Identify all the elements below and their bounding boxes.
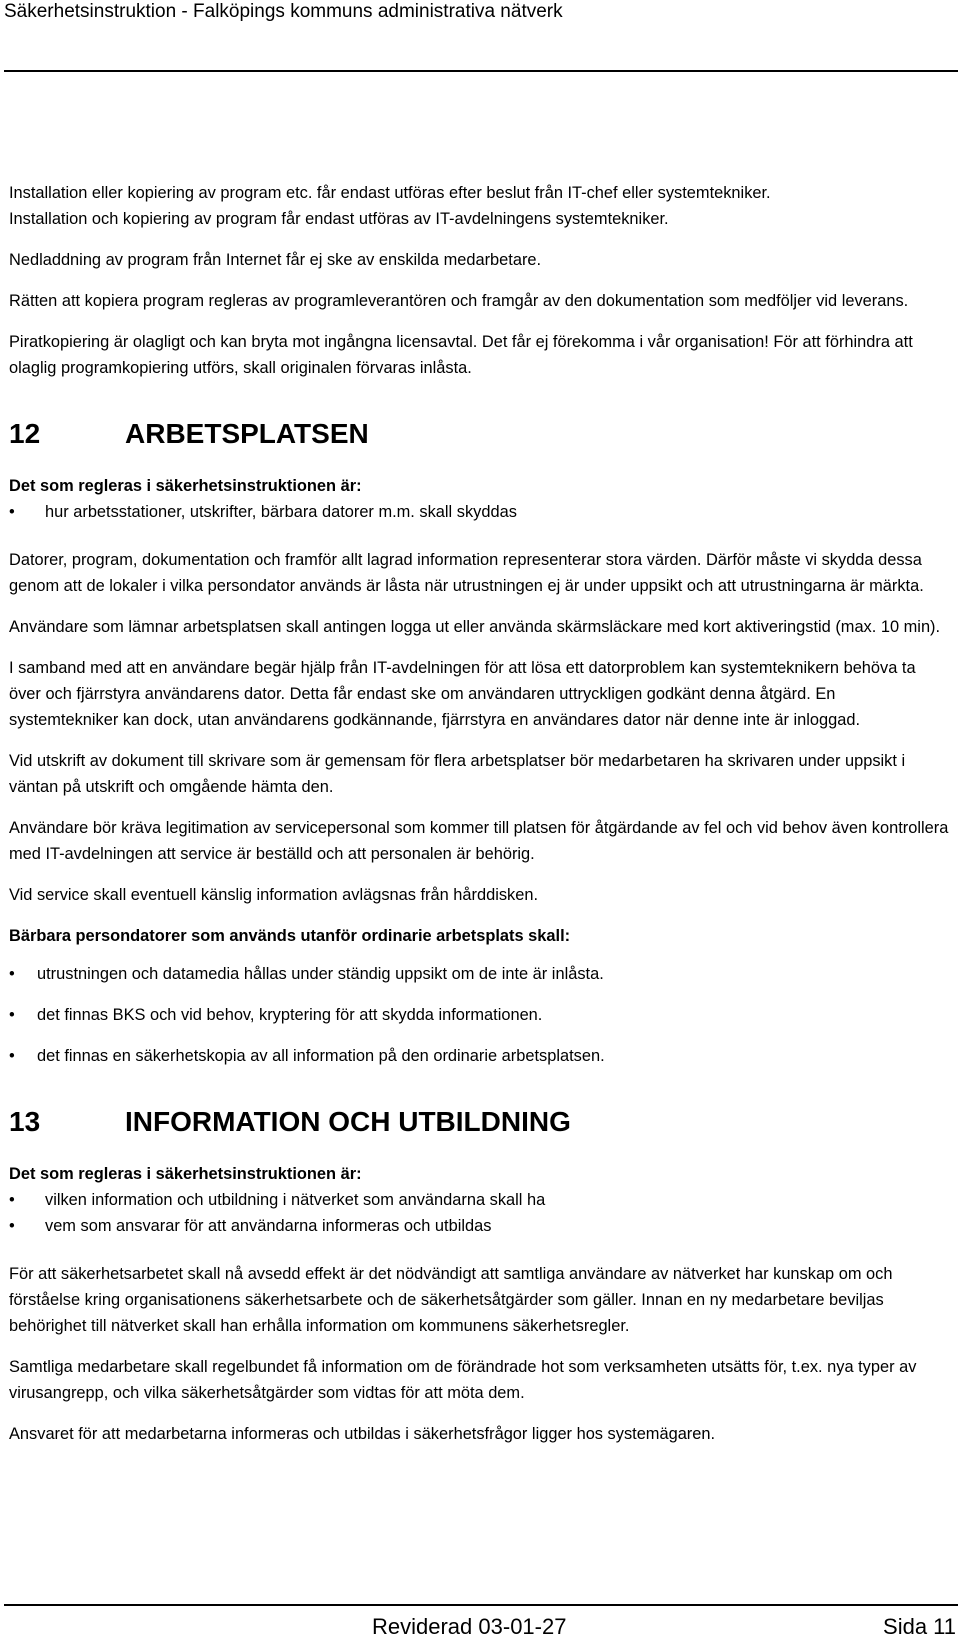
paragraph: I samband med att en användare begär hjälp från IT-avdelningen för att lösa ett datorproblem kan systemteknikern behöva ta över och fjärrstyra användarens dator. Detta får endast ske om användaren uttryckligen godkänt denna åtgärd. En systemtekniker kan dock, utan användarens godkännande, fjärrstyra en användares dator när denne inte är inloggad. xyxy=(9,659,916,729)
page-number: Sida 11 xyxy=(883,1614,956,1639)
paragraph: Nedladdning av program från Internet får ej ske av enskilda medarbetare. xyxy=(9,251,542,269)
paragraph: Ansvaret för att medarbetarna informeras och utbildas i säkerhetsfrågor ligger hos systemägaren. xyxy=(9,1425,716,1443)
bullet-list xyxy=(9,1187,949,1239)
list-item: • hur arbetsstationer, utskrifter, bärbara datorer m.m. skall skyddas xyxy=(9,499,949,525)
revision-date: Reviderad 03-01-27 xyxy=(372,1614,567,1639)
paragraph: Vid service skall eventuell känslig information avlägsnas från hårddisken. xyxy=(9,886,539,904)
subheading: Bärbara persondatorer som används utanför ordinarie arbetsplats skall: xyxy=(9,927,571,945)
section-number: 13 xyxy=(9,1106,41,1137)
footer-divider xyxy=(4,1604,958,1606)
section-number: 12 xyxy=(9,418,41,449)
paragraph: Användare bör kräva legitimation av servicepersonal som kommer till platsen för åtgärdande av fel och vid behov även kontrollera med IT-avdelningen att service är beställd och att personalen är behörig. xyxy=(9,819,949,863)
page-footer xyxy=(0,1604,960,1644)
list-item: • det finnas BKS och vid behov, kryptering för att skydda informationen. xyxy=(9,1002,949,1028)
paragraph: Piratkopiering är olagligt och kan bryta mot ingångna licensavtal. Det får ej förekomma i vår organisation! För att förhindra att olaglig programkopiering utförs, skall originalen förvaras inlåsta. xyxy=(9,333,913,377)
paragraph: Datorer, program, dokumentation och framför allt lagrad information representerar stora värden. Därför måste vi skydda dessa genom att de lokaler i vilka persondator används är låsta när utrustningen ej är under uppsikt och att utrustningarna är märkta. xyxy=(9,551,924,595)
section-title: INFORMATION OCH UTBILDNING xyxy=(125,1106,571,1137)
subheading: Det som regleras i säkerhetsinstruktionen är: xyxy=(9,477,362,495)
list-item: • det finnas en säkerhetskopia av all information på den ordinarie arbetsplatsen. xyxy=(9,1043,949,1069)
list-item: • vilken information och utbildning i nätverket som användarna skall ha xyxy=(9,1187,949,1213)
paragraph: För att säkerhetsarbetet skall nå avsedd effekt är det nödvändigt att samtliga användare av nätverket har kunskap om och förståelse kring organisationens säkerhetsarbete och de säkerhetsåtgärder som gäller. Innan en ny medarbetare beviljas behörighet till nätverket skall han erhålla information om kommunens säkerhetsregler. xyxy=(9,1265,893,1335)
paragraph: Användare som lämnar arbetsplatsen skall antingen logga ut eller använda skärmsläckare med kort aktiveringstid (max. 10 min). xyxy=(9,618,941,636)
list-item: • utrustningen och datamedia hållas under ständig uppsikt om de inte är inlåsta. xyxy=(9,961,949,987)
paragraph: Rätten att kopiera program regleras av programleverantören och framgår av den dokumentation som medföljer vid leverans. xyxy=(9,292,909,310)
header-divider xyxy=(4,70,958,72)
paragraph: Samtliga medarbetare skall regelbundet få information om de förändrade hot som verksamheten utsätts för, t.ex. nya typer av virusangrepp, och vilka säkerhetsåtgärder som vidtas för att möta dem. xyxy=(9,1358,917,1402)
paragraph: Installation och kopiering av program får endast utföras av IT-avdelningens systemtekniker. xyxy=(9,210,669,228)
document-title: Säkerhetsinstruktion - Falköpings kommuns administrativa nätverk xyxy=(4,1,563,22)
paragraph: Installation eller kopiering av program etc. får endast utföras efter beslut från IT-chef eller systemtekniker. xyxy=(9,184,771,202)
paragraph: Vid utskrift av dokument till skrivare som är gemensam för flera arbetsplatser bör medarbetaren ha skrivaren under uppsikt i väntan på utskrift och omgående hämta den. xyxy=(9,752,906,796)
subheading: Det som regleras i säkerhetsinstruktionen är: xyxy=(9,1165,362,1183)
section-title: ARBETSPLATSEN xyxy=(125,418,369,449)
document-body xyxy=(9,180,949,1462)
bullet-list xyxy=(9,961,949,1069)
list-item: • vem som ansvarar för att användarna informeras och utbildas xyxy=(9,1213,949,1239)
bullet-list xyxy=(9,499,949,525)
section-heading xyxy=(9,417,949,451)
section-heading xyxy=(9,1105,949,1139)
page-header xyxy=(0,0,960,70)
